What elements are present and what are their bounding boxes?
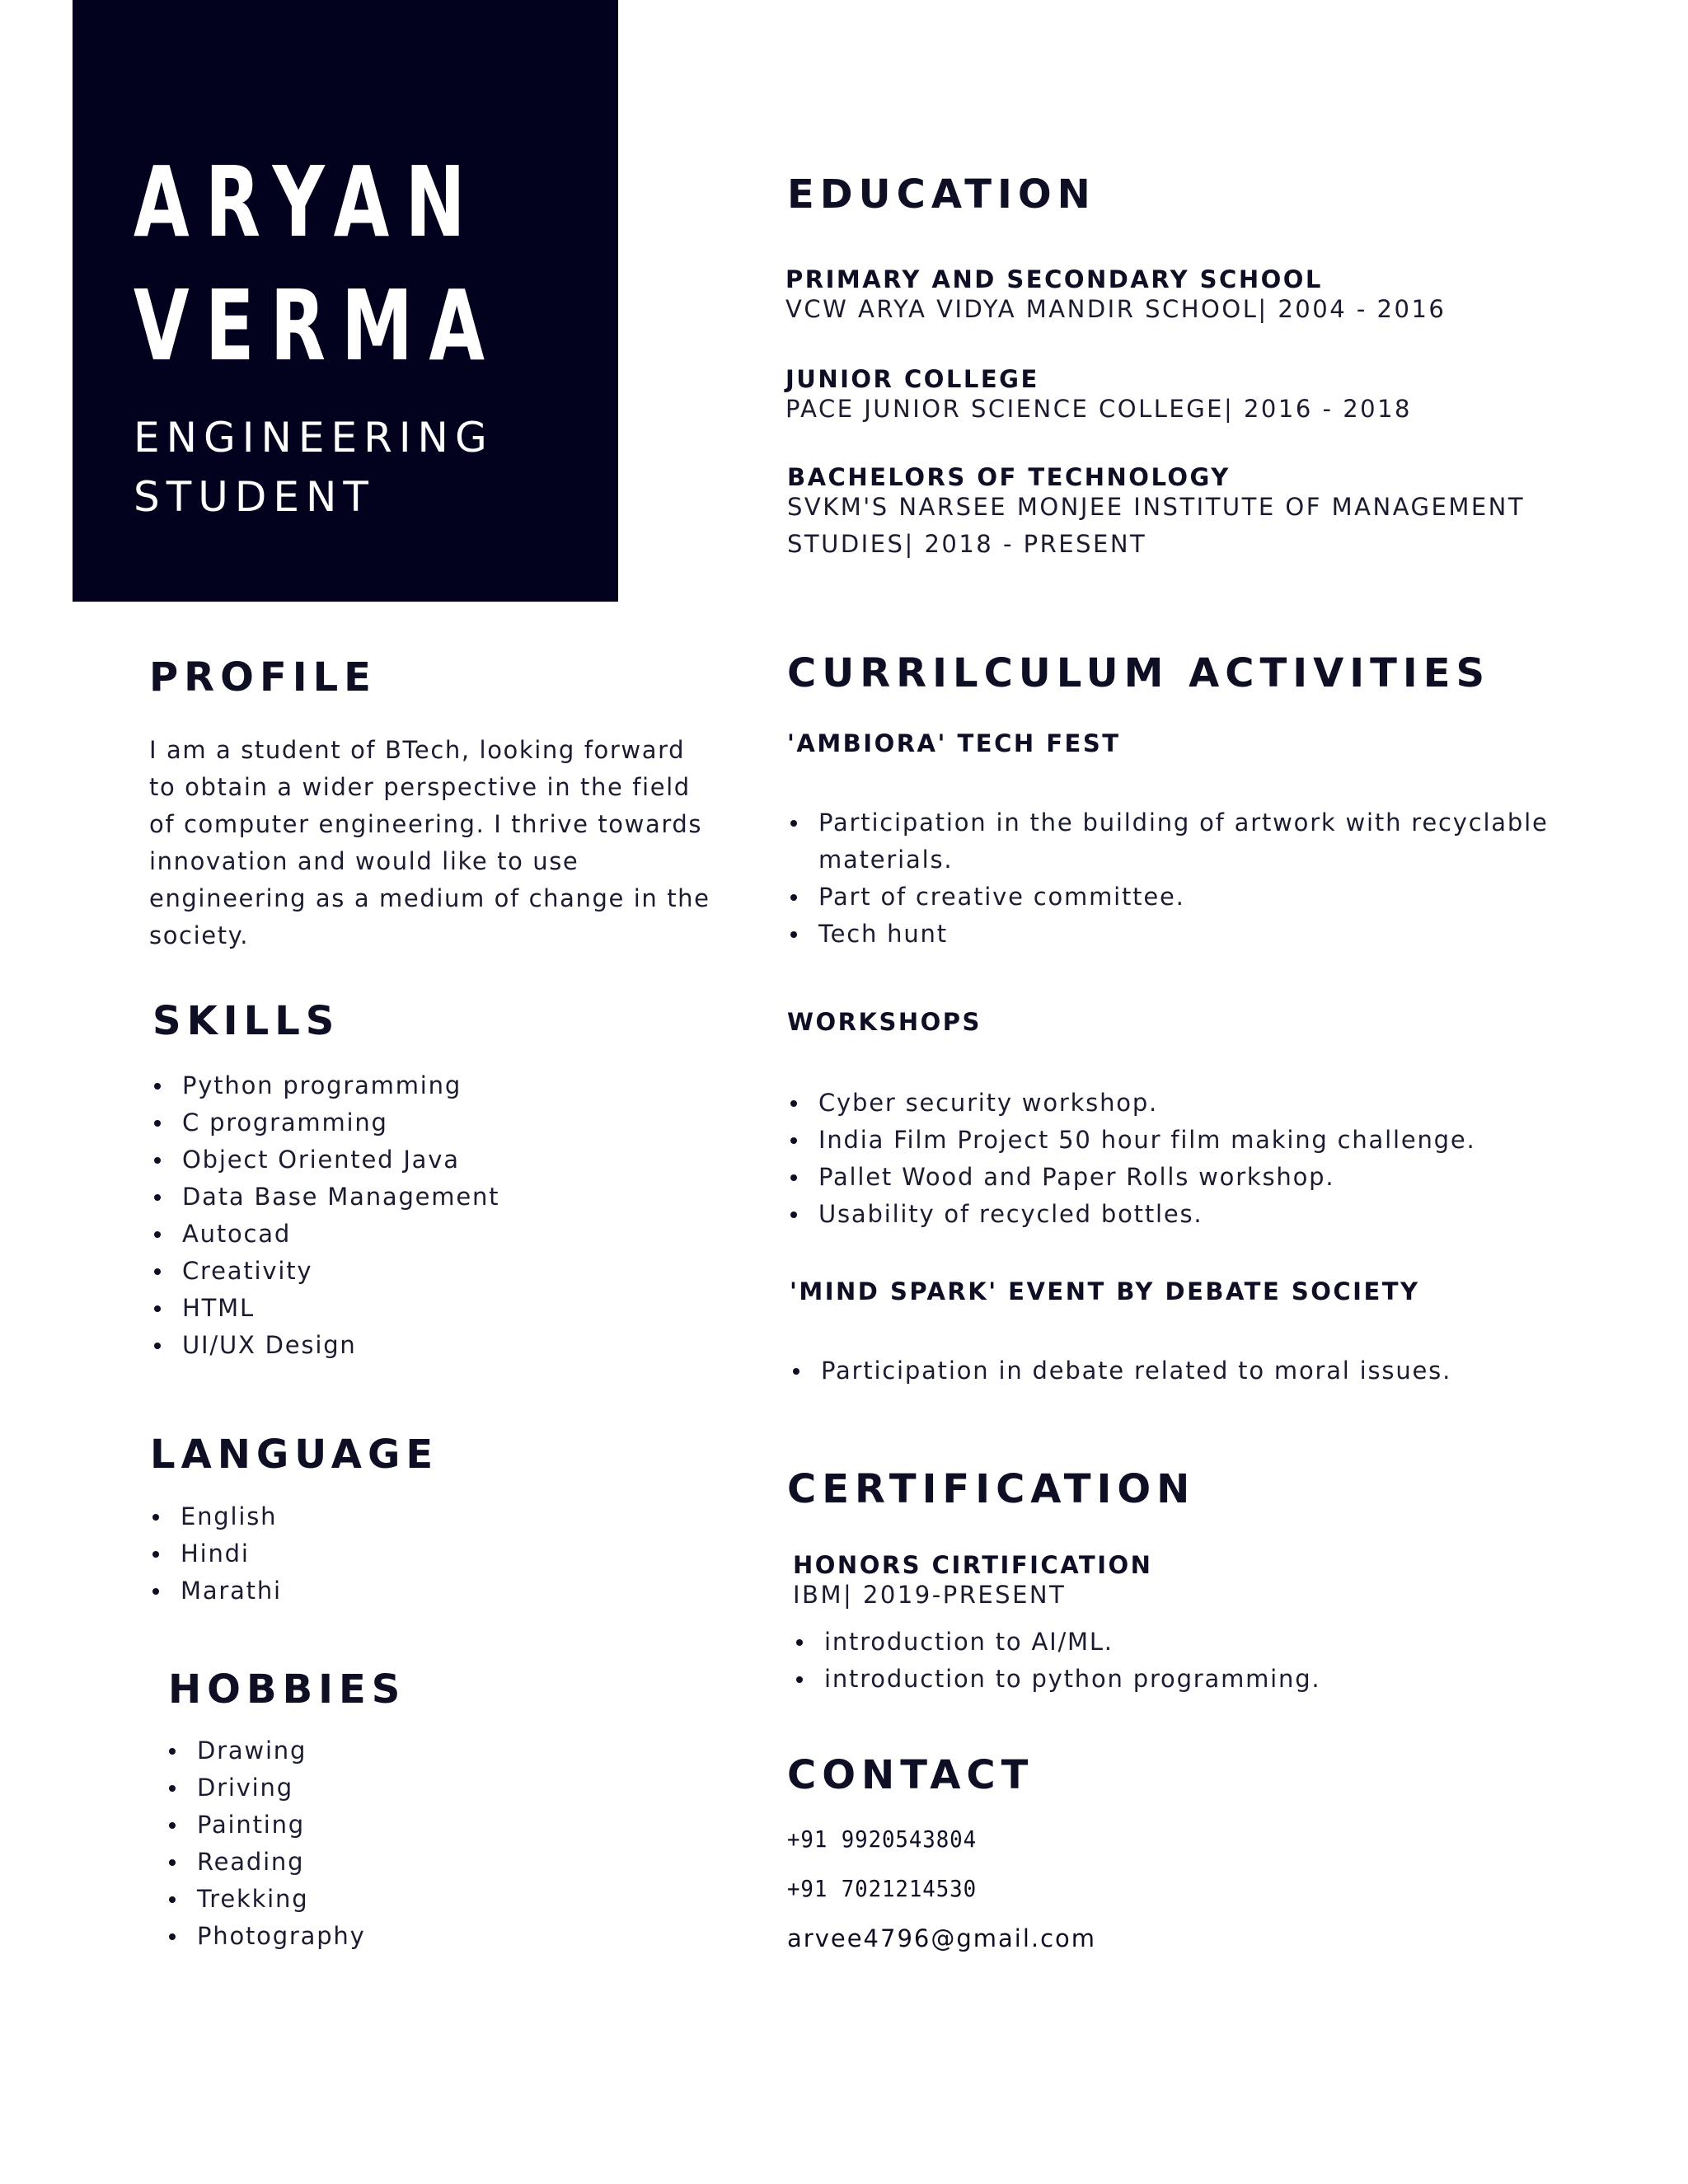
profile-heading: PROFILE xyxy=(149,654,377,701)
list-item: Photography xyxy=(166,1918,660,1955)
activity-group-title: 'MIND SPARK' EVENT BY DEBATE SOCIETY xyxy=(790,1277,1420,1305)
list-item: Object Oriented Java xyxy=(151,1141,728,1179)
activity-group-title: 'AMBIORA' TECH FEST xyxy=(787,729,1121,757)
phone-number: +91 9920543804 xyxy=(787,1825,978,1853)
list-item: C programming xyxy=(151,1104,728,1141)
education-entry-detail: SVKM'S NARSEE MONJEE INSTITUTE OF MANAGEMENT xyxy=(787,493,1526,521)
activity-group-title: WORKSHOPS xyxy=(787,1008,982,1036)
profile-line: of computer engineering. I thrive towards xyxy=(149,810,703,838)
list-item: introduction to python programming. xyxy=(793,1661,1535,1698)
list-item: introduction to AI/ML. xyxy=(793,1624,1535,1661)
list-item: Data Base Management xyxy=(151,1179,728,1216)
list-item: Painting xyxy=(166,1807,660,1844)
profile-line: I am a student of BTech, looking forward xyxy=(149,736,686,764)
contact-heading: CONTACT xyxy=(787,1752,1034,1798)
list-item: Autocad xyxy=(151,1216,728,1253)
list-item: Python programming xyxy=(151,1067,728,1104)
first-name: ARYAN xyxy=(134,145,481,259)
education-heading: EDUCATION xyxy=(787,171,1096,218)
list-item: Marathi xyxy=(149,1572,644,1610)
activity-group-list xyxy=(790,1352,1573,1390)
list-item: Creativity xyxy=(151,1253,728,1290)
list-item: Reading xyxy=(166,1844,660,1881)
hobbies-heading: HOBBIES xyxy=(168,1666,406,1713)
list-item: Pallet Wood and Paper Rolls workshop. xyxy=(787,1159,1570,1196)
education-entry-detail: VCW ARYA VIDYA MANDIR SCHOOL| 2004 - 2016 xyxy=(785,295,1447,323)
job-title-line-2: STUDENT xyxy=(134,473,375,521)
education-entry-title: JUNIOR COLLEGE xyxy=(785,365,1039,393)
certification-title: HONORS CIRTIFICATION xyxy=(793,1551,1153,1579)
activities-heading: CURRILCULUM ACTIVITIES xyxy=(787,650,1491,696)
certification-heading: CERTIFICATION xyxy=(787,1466,1196,1512)
list-item: HTML xyxy=(151,1290,728,1327)
list-item: Participation in the building of artwork with recyclable materials. xyxy=(787,804,1570,879)
certification-list xyxy=(793,1624,1535,1698)
profile-line: to obtain a wider perspective in the field xyxy=(149,773,691,801)
email-address: arvee4796@gmail.com xyxy=(787,1924,1097,1952)
name-header-block xyxy=(73,0,618,602)
list-item: English xyxy=(149,1498,644,1535)
profile-text xyxy=(149,732,743,954)
hobbies-list xyxy=(166,1732,660,1955)
education-entry-detail: PACE JUNIOR SCIENCE COLLEGE| 2016 - 2018 xyxy=(785,395,1412,423)
certification-detail: IBM| 2019-PRESENT xyxy=(793,1581,1067,1609)
skills-list xyxy=(151,1067,728,1364)
job-title-line-1: ENGINEERING xyxy=(134,414,494,462)
list-item: Part of creative committee. xyxy=(787,879,1570,916)
list-item: Trekking xyxy=(166,1881,660,1918)
activity-group-list xyxy=(787,1085,1570,1233)
profile-line: society. xyxy=(149,921,250,949)
list-item: UI/UX Design xyxy=(151,1327,728,1364)
education-entry-title: PRIMARY AND SECONDARY SCHOOL xyxy=(785,265,1323,293)
list-item: Driving xyxy=(166,1769,660,1807)
list-item: Tech hunt xyxy=(787,916,1570,953)
profile-line: innovation and would like to use xyxy=(149,847,579,875)
list-item: Participation in debate related to moral issues. xyxy=(790,1352,1573,1390)
education-entry-title: BACHELORS OF TECHNOLOGY xyxy=(787,463,1231,491)
skills-heading: SKILLS xyxy=(152,998,340,1044)
last-name: VERMA xyxy=(134,269,501,382)
education-entry-detail: STUDIES| 2018 - PRESENT xyxy=(787,530,1147,558)
language-heading: LANGUAGE xyxy=(150,1432,439,1478)
activity-group-list xyxy=(787,804,1570,953)
list-item: Hindi xyxy=(149,1535,644,1572)
language-list xyxy=(149,1498,644,1610)
list-item: Usability of recycled bottles. xyxy=(787,1196,1570,1233)
list-item: Drawing xyxy=(166,1732,660,1769)
profile-line: engineering as a medium of change in the xyxy=(149,884,710,912)
phone-number: +91 7021214530 xyxy=(787,1875,978,1902)
list-item: Cyber security workshop. xyxy=(787,1085,1570,1122)
list-item: India Film Project 50 hour film making challenge. xyxy=(787,1122,1570,1159)
